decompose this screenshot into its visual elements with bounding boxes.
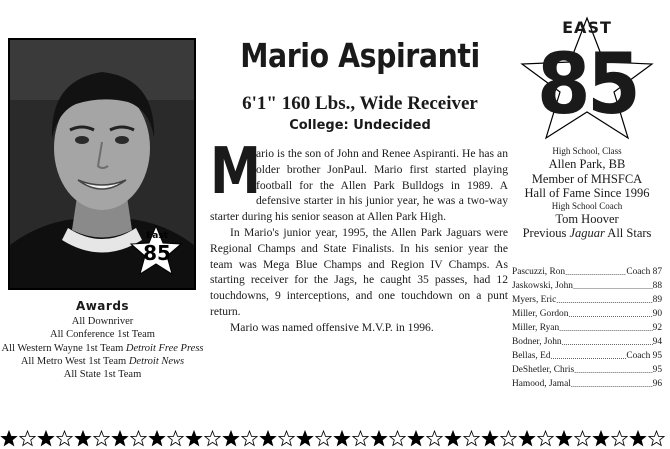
- filled-star-icon: [223, 431, 238, 446]
- list-item: Myers, Eric ..... 89: [512, 294, 662, 308]
- school-label: High School, Class: [552, 146, 622, 156]
- coach-label: High School Coach: [551, 200, 623, 211]
- photo-badge-label: East: [146, 231, 168, 241]
- award-item: All State 1st Team: [63, 369, 142, 381]
- badge-label: EAST: [562, 18, 612, 37]
- outline-star-icon: [131, 431, 146, 446]
- outline-star-icon: [316, 431, 331, 446]
- bio-text: [210, 135, 508, 336]
- award-item: All Metro West 1st Team Detroit News: [20, 355, 185, 367]
- award-item: All Downriver: [71, 316, 134, 328]
- filled-star-icon: [260, 431, 275, 446]
- awards-heading: Awards: [75, 299, 130, 313]
- outline-star-icon: [168, 431, 183, 446]
- filled-star-icon: [556, 431, 571, 446]
- filled-star-icon: [149, 431, 164, 446]
- outline-star-icon: [464, 431, 479, 446]
- school-info: [512, 146, 662, 241]
- star-border: [0, 430, 670, 448]
- outline-star-icon: [390, 431, 405, 446]
- outline-star-icon: [94, 431, 109, 446]
- badge-number: 85: [536, 35, 638, 133]
- outline-star-icon: [612, 431, 627, 446]
- player-stats: 6'1" 160 Lbs., Wide Receiver: [242, 93, 478, 114]
- drop-cap: M: [210, 135, 261, 209]
- filled-star-icon: [75, 431, 90, 446]
- outline-star-icon: [575, 431, 590, 446]
- coach-value: Tom Hoover: [555, 211, 619, 226]
- list-item: Pascuzzi, Ron ..... Coach 87: [512, 266, 662, 280]
- list-item: Miller, Ryan ..... 92: [512, 322, 662, 336]
- all-stars-list: [512, 266, 662, 392]
- list-item: DeShetler, Chris ..... 95: [512, 364, 662, 378]
- all-stars-heading: Previous Jaguar All Stars: [522, 226, 652, 240]
- filled-star-icon: [38, 431, 53, 446]
- filled-star-icon: [408, 431, 423, 446]
- filled-star-icon: [482, 431, 497, 446]
- filled-star-icon: [630, 431, 645, 446]
- award-item: All Conference 1st Team: [50, 329, 155, 341]
- member-line: Member of MHSFCA: [531, 171, 643, 186]
- photo-badge-number: 85: [143, 241, 171, 265]
- player-photo: [8, 38, 196, 290]
- filled-star-icon: [593, 431, 608, 446]
- filled-star-icon: [1, 431, 16, 446]
- bio-paragraph: In Mario's junior year, 1995, the Allen Park Jaguars were Regional Champs and State Finalists. In his senior year the team was Mega Blue Champs and Region IV Champs. As starting receiver for the Jags, he caught 35 passes, had 12 touchdowns, 9 interceptions, and one touchdown on a punt return.: [210, 225, 508, 318]
- outline-star-icon: [242, 431, 257, 446]
- outline-star-icon: [427, 431, 442, 446]
- school-value: Allen Park, BB: [548, 157, 626, 171]
- east-number-badge: [512, 14, 662, 146]
- bio-paragraph: M ario is the son of John and Renee Aspiranti. He has an older brother JonPaul. Mario first started playing football for the Allen Park Bulldogs in 1989. A defensive starter in his junior year, he was a two-way starter during his senior season at Allen Park High.: [210, 135, 508, 224]
- member-line: Hall of Fame Since 1996: [524, 186, 650, 200]
- filled-star-icon: [445, 431, 460, 446]
- outline-star-icon: [538, 431, 553, 446]
- filled-star-icon: [112, 431, 127, 446]
- player-name: Mario Aspiranti: [240, 36, 480, 75]
- outline-star-icon: [57, 431, 72, 446]
- outline-star-icon: [501, 431, 516, 446]
- list-item: Jaskowski, John ..... 88: [512, 280, 662, 294]
- list-item: Hamood, Jamal ..... 96: [512, 378, 662, 392]
- outline-star-icon: [649, 431, 664, 446]
- list-item: Bellas, Ed ..... Coach 95: [512, 350, 662, 364]
- bio-paragraph: Mario was named offensive M.V.P. in 1996.: [230, 320, 434, 334]
- outline-star-icon: [353, 431, 368, 446]
- filled-star-icon: [371, 431, 386, 446]
- awards-section: [0, 300, 205, 381]
- filled-star-icon: [297, 431, 312, 446]
- list-item: Bodner, John ..... 94: [512, 336, 662, 350]
- list-item: Miller, Gordon ..... 90: [512, 308, 662, 322]
- outline-star-icon: [20, 431, 35, 446]
- outline-star-icon: [279, 431, 294, 446]
- outline-star-icon: [205, 431, 220, 446]
- player-college: College: Undecided: [289, 118, 431, 133]
- award-item: All Western Wayne 1st Team Detroit Free Press: [1, 342, 204, 354]
- filled-star-icon: [334, 431, 349, 446]
- filled-star-icon: [519, 431, 534, 446]
- filled-star-icon: [186, 431, 201, 446]
